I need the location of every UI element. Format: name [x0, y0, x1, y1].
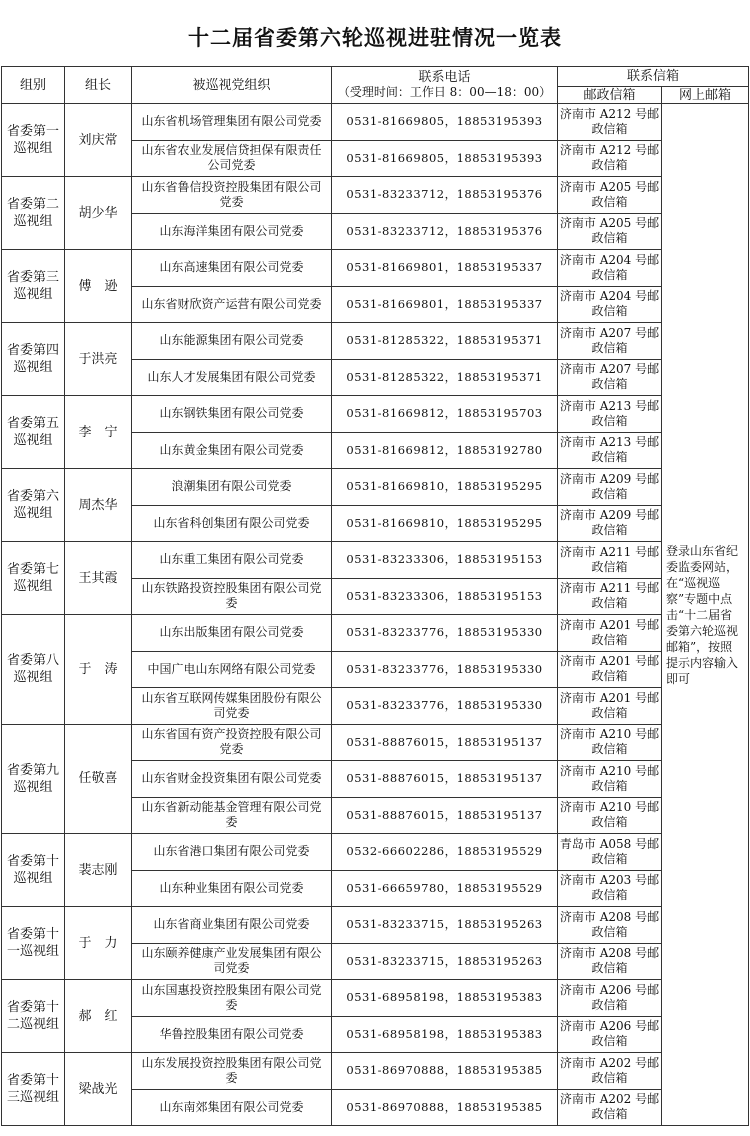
phone-number: 0531-81669805，18853195393 — [332, 104, 558, 141]
phone-number: 0531-83233712，18853195376 — [332, 177, 558, 214]
org-name: 山东省鲁信投资控股集团有限公司党委 — [132, 177, 332, 214]
group-leader: 傅 逊 — [65, 250, 132, 323]
header-org: 被巡视党组织 — [132, 67, 332, 104]
table-row — [2, 724, 749, 761]
phone-number: 0531-86970888，18853195385 — [332, 1089, 558, 1126]
table-row — [2, 396, 749, 433]
org-name: 中国广电山东网络有限公司党委 — [132, 651, 332, 688]
group-leader: 任敬喜 — [65, 724, 132, 834]
postal-box: 济南市 A211 号邮政信箱 — [558, 578, 662, 615]
postal-box: 济南市 A205 号邮政信箱 — [558, 213, 662, 250]
table-row — [2, 1053, 749, 1090]
postal-box: 济南市 A205 号邮政信箱 — [558, 177, 662, 214]
group-leader: 梁战光 — [65, 1053, 132, 1126]
header-phone-label: 联系电话 — [418, 70, 471, 85]
group-name: 省委第五巡视组 — [2, 396, 65, 469]
group-name: 省委第九巡视组 — [2, 724, 65, 834]
phone-number: 0531-83233306，18853195153 — [332, 542, 558, 579]
postal-box: 济南市 A208 号邮政信箱 — [558, 907, 662, 944]
org-name: 山东省机场管理集团有限公司党委 — [132, 104, 332, 141]
phone-number: 0531-83233712，18853195376 — [332, 213, 558, 250]
table-row — [2, 615, 749, 652]
postal-box: 青岛市 A058 号邮政信箱 — [558, 834, 662, 871]
group-leader: 胡少华 — [65, 177, 132, 250]
postal-box: 济南市 A210 号邮政信箱 — [558, 797, 662, 834]
header-postal: 邮政信箱 — [558, 87, 662, 104]
org-name: 山东种业集团有限公司党委 — [132, 870, 332, 907]
phone-number: 0531-81285322，18853195371 — [332, 359, 558, 396]
header-phone-hours: （受理时间：工作日 8：00—18：00） — [337, 85, 552, 99]
org-name: 浪潮集团有限公司党委 — [132, 469, 332, 506]
phone-number: 0531-83233776，18853195330 — [332, 651, 558, 688]
postal-box: 济南市 A206 号邮政信箱 — [558, 1016, 662, 1053]
postal-box: 济南市 A206 号邮政信箱 — [558, 980, 662, 1017]
postal-box: 济南市 A212 号邮政信箱 — [558, 104, 662, 141]
phone-number: 0531-83233776，18853195330 — [332, 615, 558, 652]
postal-box: 济南市 A201 号邮政信箱 — [558, 615, 662, 652]
org-name: 山东人才发展集团有限公司党委 — [132, 359, 332, 396]
group-name: 省委第三巡视组 — [2, 250, 65, 323]
phone-number: 0531-81669810，18853195295 — [332, 469, 558, 506]
header-mailbox: 联系信箱 — [558, 67, 749, 87]
postal-box: 济南市 A207 号邮政信箱 — [558, 323, 662, 360]
table-body — [2, 104, 749, 1126]
org-name: 山东发展投资控股集团有限公司党委 — [132, 1053, 332, 1090]
group-leader: 李 宁 — [65, 396, 132, 469]
group-name: 省委第六巡视组 — [2, 469, 65, 542]
group-name: 省委第八巡视组 — [2, 615, 65, 725]
phone-number: 0531-86970888，18853195385 — [332, 1053, 558, 1090]
phone-number: 0531-81285322，18853195371 — [332, 323, 558, 360]
org-name: 山东省科创集团有限公司党委 — [132, 505, 332, 542]
org-name: 山东国惠投资控股集团有限公司党委 — [132, 980, 332, 1017]
postal-box: 济南市 A202 号邮政信箱 — [558, 1089, 662, 1126]
table-row — [2, 323, 749, 360]
header-phone — [332, 67, 558, 104]
org-name: 山东高速集团有限公司党委 — [132, 250, 332, 287]
phone-number: 0531-81669805，18853195393 — [332, 140, 558, 177]
org-name: 山东省国有资产投资控股有限公司党委 — [132, 724, 332, 761]
phone-number: 0531-83233715，18853195263 — [332, 907, 558, 944]
org-name: 山东省财金投资集团有限公司党委 — [132, 761, 332, 798]
org-name: 华鲁控股集团有限公司党委 — [132, 1016, 332, 1053]
org-name: 山东出版集团有限公司党委 — [132, 615, 332, 652]
group-leader: 于 涛 — [65, 615, 132, 725]
phone-number: 0531-83233776，18853195330 — [332, 688, 558, 725]
postal-box: 济南市 A213 号邮政信箱 — [558, 396, 662, 433]
phone-number: 0532-66602286，18853195529 — [332, 834, 558, 871]
header-online: 网上邮箱 — [662, 87, 749, 104]
org-name: 山东省互联网传媒集团股份有限公司党委 — [132, 688, 332, 725]
org-name: 山东颐养健康产业发展集团有限公司党委 — [132, 943, 332, 980]
phone-number: 0531-68958198，18853195383 — [332, 1016, 558, 1053]
group-leader: 裴志刚 — [65, 834, 132, 907]
postal-box: 济南市 A204 号邮政信箱 — [558, 286, 662, 323]
phone-number: 0531-81669810，18853195295 — [332, 505, 558, 542]
inspection-table — [1, 66, 749, 1126]
phone-number: 0531-81669801，18853195337 — [332, 250, 558, 287]
phone-number: 0531-66659780，18853195529 — [332, 870, 558, 907]
org-name: 山东省商业集团有限公司党委 — [132, 907, 332, 944]
table-row — [2, 250, 749, 287]
phone-number: 0531-81669812，18853195703 — [332, 396, 558, 433]
postal-box: 济南市 A212 号邮政信箱 — [558, 140, 662, 177]
phone-number: 0531-83233306，18853195153 — [332, 578, 558, 615]
org-name: 山东黄金集团有限公司党委 — [132, 432, 332, 469]
group-name: 省委第十一巡视组 — [2, 907, 65, 980]
org-name: 山东省港口集团有限公司党委 — [132, 834, 332, 871]
group-name: 省委第十二巡视组 — [2, 980, 65, 1053]
postal-box: 济南市 A210 号邮政信箱 — [558, 724, 662, 761]
page-title: 十二届省委第六轮巡视进驻情况一览表 — [188, 26, 562, 50]
group-leader: 周杰华 — [65, 469, 132, 542]
group-leader: 于洪亮 — [65, 323, 132, 396]
org-name: 山东省农业发展信贷担保有限责任公司党委 — [132, 140, 332, 177]
org-name: 山东省新动能基金管理有限公司党委 — [132, 797, 332, 834]
postal-box: 济南市 A204 号邮政信箱 — [558, 250, 662, 287]
phone-number: 0531-88876015，18853195137 — [332, 797, 558, 834]
postal-box: 济南市 A203 号邮政信箱 — [558, 870, 662, 907]
group-name: 省委第十三巡视组 — [2, 1053, 65, 1126]
postal-box: 济南市 A211 号邮政信箱 — [558, 542, 662, 579]
table-row — [2, 104, 749, 141]
org-name: 山东能源集团有限公司党委 — [132, 323, 332, 360]
table-row — [2, 980, 749, 1017]
org-name: 山东铁路投资控股集团有限公司党委 — [132, 578, 332, 615]
postal-box: 济南市 A213 号邮政信箱 — [558, 432, 662, 469]
org-name: 山东省财欣资产运营有限公司党委 — [132, 286, 332, 323]
postal-box: 济南市 A210 号邮政信箱 — [558, 761, 662, 798]
phone-number: 0531-68958198，18853195383 — [332, 980, 558, 1017]
group-name: 省委第四巡视组 — [2, 323, 65, 396]
phone-number: 0531-81669801，18853195337 — [332, 286, 558, 323]
org-name: 山东海洋集团有限公司党委 — [132, 213, 332, 250]
table-row — [2, 907, 749, 944]
postal-box: 济南市 A201 号邮政信箱 — [558, 688, 662, 725]
org-name: 山东钢铁集团有限公司党委 — [132, 396, 332, 433]
postal-box: 济南市 A209 号邮政信箱 — [558, 469, 662, 506]
org-name: 山东南郊集团有限公司党委 — [132, 1089, 332, 1126]
table-row — [2, 834, 749, 871]
postal-box: 济南市 A201 号邮政信箱 — [558, 651, 662, 688]
postal-box: 济南市 A208 号邮政信箱 — [558, 943, 662, 980]
header-group: 组别 — [2, 67, 65, 104]
table-row — [2, 469, 749, 506]
postal-box: 济南市 A207 号邮政信箱 — [558, 359, 662, 396]
org-name: 山东重工集团有限公司党委 — [132, 542, 332, 579]
postal-box: 济南市 A202 号邮政信箱 — [558, 1053, 662, 1090]
table-row — [2, 177, 749, 214]
group-name: 省委第一巡视组 — [2, 104, 65, 177]
phone-number: 0531-83233715，18853195263 — [332, 943, 558, 980]
phone-number: 0531-88876015，18853195137 — [332, 724, 558, 761]
group-leader: 王其霞 — [65, 542, 132, 615]
group-leader: 于 力 — [65, 907, 132, 980]
group-name: 省委第七巡视组 — [2, 542, 65, 615]
table-row — [2, 542, 749, 579]
postal-box: 济南市 A209 号邮政信箱 — [558, 505, 662, 542]
phone-number: 0531-88876015，18853195137 — [332, 761, 558, 798]
online-mailbox-note: 登录山东省纪委监委网站，在“巡视巡察”专题中点击“十二届省委第六轮巡视邮箱”，按照提示内容输入即可 — [662, 104, 749, 1126]
group-leader: 郝 红 — [65, 980, 132, 1053]
group-leader: 刘庆常 — [65, 104, 132, 177]
header-leader: 组长 — [65, 67, 132, 104]
group-name: 省委第二巡视组 — [2, 177, 65, 250]
group-name: 省委第十巡视组 — [2, 834, 65, 907]
phone-number: 0531-81669812，18853192780 — [332, 432, 558, 469]
